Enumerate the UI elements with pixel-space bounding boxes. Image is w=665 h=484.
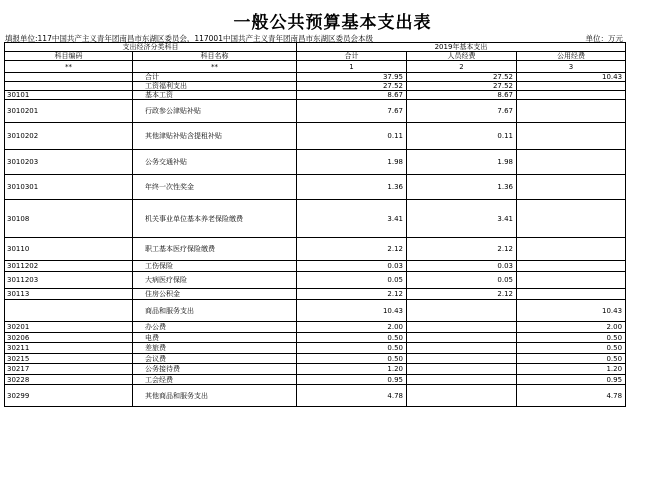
cell-personnel [407, 343, 517, 354]
header-public: 公用经费 [517, 52, 626, 61]
cell-total: 2.00 [297, 322, 407, 333]
expenditure-table [4, 42, 626, 407]
cell-name: 差旅费 [133, 343, 297, 354]
cell-personnel: 7.67 [407, 100, 517, 123]
table-row [5, 343, 626, 354]
cell-personnel: 0.05 [407, 272, 517, 289]
cell-code: 30217 [5, 364, 133, 375]
cell-personnel [407, 300, 517, 322]
cell-code: 3010301 [5, 175, 133, 200]
cell-public [517, 200, 626, 238]
table-row [5, 272, 626, 289]
header-total: 合计 [297, 52, 407, 61]
cell-public: 10.43 [517, 300, 626, 322]
table-row [5, 289, 626, 300]
table-row [5, 175, 626, 200]
cell-personnel: 0.03 [407, 261, 517, 272]
cell-total: 0.50 [297, 343, 407, 354]
cell-name: 公务交通补贴 [133, 150, 297, 175]
cell-public [517, 175, 626, 200]
cell-personnel [407, 333, 517, 343]
cell-public: 0.50 [517, 343, 626, 354]
index-code: ** [5, 61, 133, 73]
cell-name: 工资福利支出 [133, 82, 297, 91]
table-row [5, 238, 626, 261]
header-code: 科目编码 [5, 52, 133, 61]
cell-total: 0.50 [297, 354, 407, 364]
cell-name: 大病医疗保险 [133, 272, 297, 289]
cell-total: 7.67 [297, 100, 407, 123]
cell-name: 会议费 [133, 354, 297, 364]
cell-name: 其他津贴补贴含提租补贴 [133, 123, 297, 150]
cell-personnel [407, 375, 517, 385]
cell-code: 30110 [5, 238, 133, 261]
cell-public: 10.43 [517, 73, 626, 82]
index-name: ** [133, 61, 297, 73]
cell-total: 0.50 [297, 333, 407, 343]
header-economic-category: 支出经济分类科目 [5, 43, 297, 52]
cell-personnel: 2.12 [407, 238, 517, 261]
cell-total: 27.52 [297, 82, 407, 91]
cell-total: 1.36 [297, 175, 407, 200]
cell-public [517, 150, 626, 175]
cell-total: 1.98 [297, 150, 407, 175]
cell-code: 30101 [5, 91, 133, 100]
table-row [5, 123, 626, 150]
amount-unit: 单位：万元 [585, 34, 623, 43]
cell-personnel: 27.52 [407, 82, 517, 91]
cell-code: 3010202 [5, 123, 133, 150]
cell-total: 10.43 [297, 300, 407, 322]
table-row [5, 322, 626, 333]
cell-personnel [407, 354, 517, 364]
table-row [5, 100, 626, 123]
cell-code: 30299 [5, 385, 133, 407]
cell-code: 3010201 [5, 100, 133, 123]
cell-personnel: 27.52 [407, 73, 517, 82]
cell-public: 0.50 [517, 333, 626, 343]
header-basic-expenditure: 2019年基本支出 [297, 43, 626, 52]
cell-name: 合计 [133, 73, 297, 82]
cell-code: 3010203 [5, 150, 133, 175]
cell-code: 30211 [5, 343, 133, 354]
cell-personnel: 2.12 [407, 289, 517, 300]
cell-code [5, 73, 133, 82]
cell-personnel [407, 364, 517, 375]
cell-name: 公务接待费 [133, 364, 297, 375]
index-personnel: 2 [407, 61, 517, 73]
cell-public [517, 91, 626, 100]
table-row [5, 150, 626, 175]
cell-total: 8.67 [297, 91, 407, 100]
cell-personnel: 1.36 [407, 175, 517, 200]
cell-public: 0.50 [517, 354, 626, 364]
cell-total: 37.95 [297, 73, 407, 82]
cell-total: 0.03 [297, 261, 407, 272]
table-row [5, 375, 626, 385]
cell-code: 30201 [5, 322, 133, 333]
cell-code: 30108 [5, 200, 133, 238]
cell-personnel [407, 322, 517, 333]
cell-public [517, 272, 626, 289]
cell-name: 基本工资 [133, 91, 297, 100]
cell-public [517, 261, 626, 272]
cell-total: 1.20 [297, 364, 407, 375]
cell-total: 0.11 [297, 123, 407, 150]
cell-code: 30215 [5, 354, 133, 364]
cell-personnel: 3.41 [407, 200, 517, 238]
cell-code: 30228 [5, 375, 133, 385]
table-row [5, 261, 626, 272]
header-personnel: 人员经费 [407, 52, 517, 61]
cell-total: 0.95 [297, 375, 407, 385]
cell-total: 4.78 [297, 385, 407, 407]
reporting-unit: 填报单位:117中国共产主义青年团南昌市东湖区委员会，117001中国共产主义青年团南昌市东湖区委员会本级 [5, 34, 373, 43]
header-index-row [5, 61, 626, 73]
table-row [5, 364, 626, 375]
cell-public: 2.00 [517, 322, 626, 333]
cell-code: 30113 [5, 289, 133, 300]
cell-name: 职工基本医疗保险缴费 [133, 238, 297, 261]
header-group-row [5, 43, 626, 52]
cell-public [517, 238, 626, 261]
header-column-row [5, 52, 626, 61]
table-row [5, 385, 626, 407]
index-total: 1 [297, 61, 407, 73]
table-row [5, 73, 626, 82]
table-row [5, 300, 626, 322]
cell-total: 3.41 [297, 200, 407, 238]
cell-total: 2.12 [297, 238, 407, 261]
cell-name: 年终一次性奖金 [133, 175, 297, 200]
table-row [5, 200, 626, 238]
cell-public: 4.78 [517, 385, 626, 407]
header-name: 科目名称 [133, 52, 297, 61]
cell-name: 商品和服务支出 [133, 300, 297, 322]
cell-public [517, 123, 626, 150]
cell-code: 3011203 [5, 272, 133, 289]
cell-name: 住房公积金 [133, 289, 297, 300]
cell-total: 2.12 [297, 289, 407, 300]
cell-personnel: 8.67 [407, 91, 517, 100]
cell-name: 电费 [133, 333, 297, 343]
cell-code [5, 300, 133, 322]
cell-name: 工会经费 [133, 375, 297, 385]
index-public: 3 [517, 61, 626, 73]
table-row [5, 82, 626, 91]
cell-code: 3011202 [5, 261, 133, 272]
cell-public [517, 100, 626, 123]
cell-personnel: 1.98 [407, 150, 517, 175]
table-row [5, 91, 626, 100]
cell-name: 办公费 [133, 322, 297, 333]
cell-public [517, 82, 626, 91]
cell-name: 其他商品和服务支出 [133, 385, 297, 407]
cell-code [5, 82, 133, 91]
table-row [5, 354, 626, 364]
cell-public: 1.20 [517, 364, 626, 375]
page-title: 一般公共预算基本支出表 [233, 13, 432, 33]
cell-public [517, 289, 626, 300]
table-row [5, 333, 626, 343]
cell-name: 工伤保险 [133, 261, 297, 272]
cell-name: 机关事业单位基本养老保险缴费 [133, 200, 297, 238]
cell-personnel: 0.11 [407, 123, 517, 150]
cell-public: 0.95 [517, 375, 626, 385]
cell-name: 行政参公津贴补贴 [133, 100, 297, 123]
cell-total: 0.05 [297, 272, 407, 289]
cell-code: 30206 [5, 333, 133, 343]
cell-personnel [407, 385, 517, 407]
